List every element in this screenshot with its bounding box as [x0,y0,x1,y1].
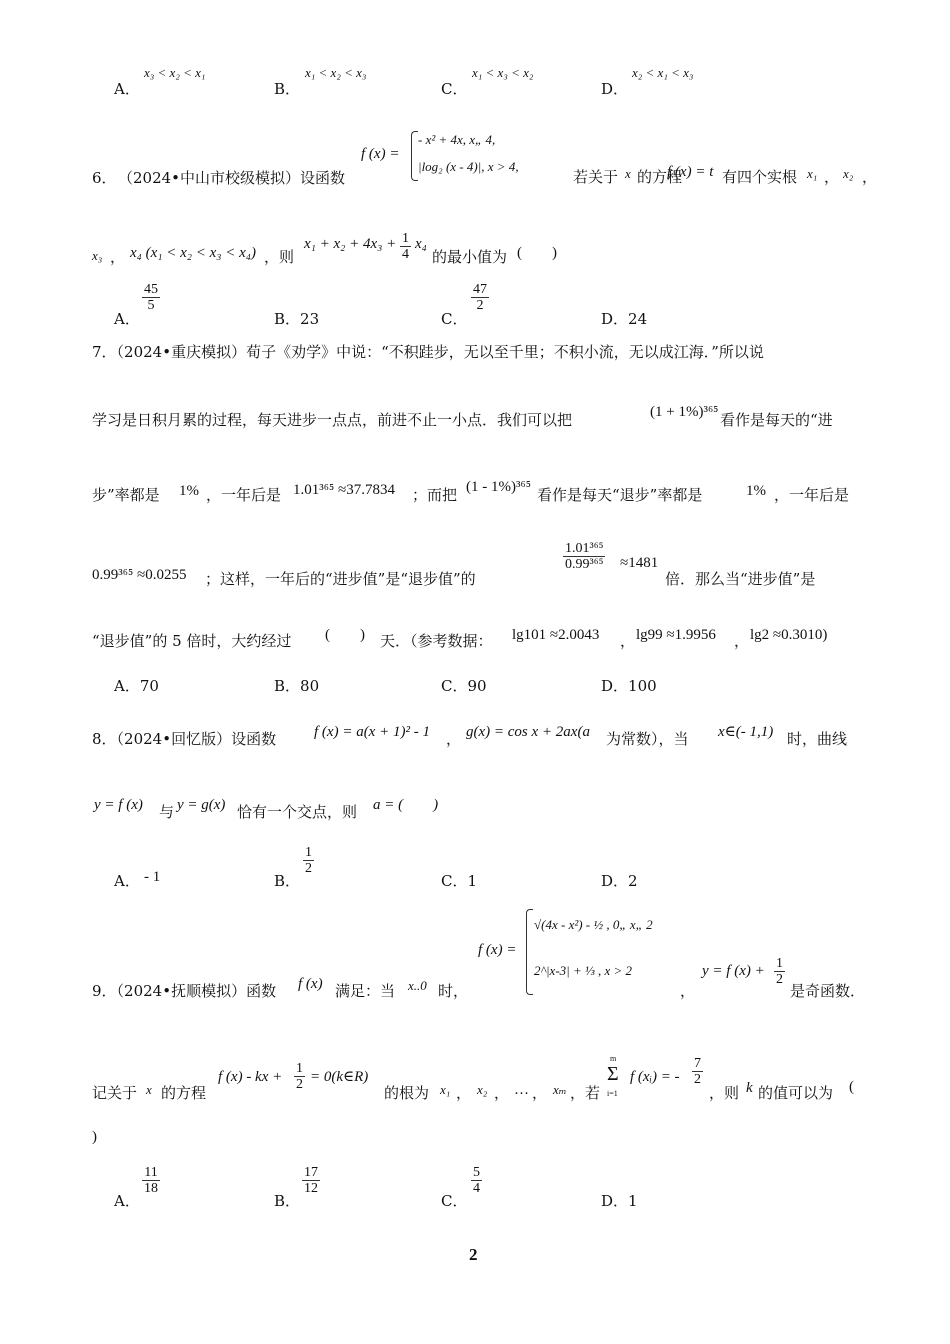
q8-line1c: 时，曲线 [787,730,848,748]
q8-a-eq: a = ( ) [373,797,439,813]
q7-line2a: 学习是日积月累的过程，每天进步一点点，前进不止一小点．我们可以把 [92,411,573,429]
q6-eq: f (x) = t [667,164,714,180]
q9-line2d: ，若 [570,1084,601,1102]
q7-option-c: C．90 [441,677,487,695]
q7-line4b: 倍．那么当“进步值”是 [665,570,816,588]
q6-x1: x₁ [807,166,818,181]
q9-brace [526,909,533,995]
q5-option-b-math: x₁ < x₂ < x₃ [305,65,367,80]
q8-domain: x∈(- 1,1) [718,724,774,740]
q9-half-frac: $\frac{1}{2}$ [776,956,783,988]
q7-line5m2: lg99 ≈1.9956 [636,627,716,643]
q6-option-d: D．24 [601,310,648,328]
q7-line3m2: 1.01³⁶⁵ ≈37.7834 [293,482,395,498]
q7-line3m3: (1 - 1%)³⁶⁵ [466,479,531,495]
q7-option-d: D．100 [601,677,657,695]
q9-dots: … [514,1082,529,1098]
q6-option-c-label: C． [441,310,468,328]
q7-line5a: “退步值”的 5 倍时，大约经过 [92,632,292,650]
q9-option-c-label: C． [441,1192,468,1210]
q8-option-b-frac: $\frac{1}{2}$ [305,845,312,877]
q9-line2m3: f (xᵢ) = - [630,1069,680,1085]
q6-option-b: B．23 [274,310,320,328]
q7-line3d: 看作是每天“退步”率都是 [537,486,703,504]
q8-line1a: 8．（2024•回忆版）设函数 [92,730,277,748]
q9-sum-top: m [610,1054,617,1063]
q6-paren: ( ) [517,245,557,261]
q7-option-a: A．70 [114,677,159,695]
q7-option-b: B．80 [274,677,320,695]
q6-x4: x₄ [415,236,427,252]
q9-fx: f (x) = [478,942,517,958]
q6-cond: x₄ (x₁ < x₂ < x₃ < x₄) [130,245,256,261]
q6-source: （2024•中山市校级模拟）设函数 [118,169,346,187]
q7-line1: 7．（2024•重庆模拟）荀子《劝学》中说：“不积跬步，无以至千里；不积小流，无以成江海．”所以说 [92,343,764,361]
q8-gx: g(x) = cos x + 2ax(a [466,724,590,740]
q8-fx: f (x) = a(x + 1)² - 1 [314,724,430,740]
q8-option-a-label: A． [114,872,140,890]
q7-line5p: ( ) [325,627,365,643]
q9-x1: x₁ [440,1082,451,1097]
q6-number: 6． [92,169,117,187]
q9-option-a-frac: $\frac{11}{18}$ [144,1165,158,1197]
q8-option-d: D．2 [601,872,638,890]
q9-line1c: 时， [438,982,469,1000]
q9-line2k: k [746,1080,753,1096]
q9-paren-open: ( [849,1079,854,1095]
page-number: 2 [469,1245,478,1264]
q8-y-g: y = g(x) [177,797,226,813]
q6-option-c-frac: $\frac{47}{2}$ [473,282,487,314]
q9-case2: 2^|x-3| + ⅓ , x > 2 [534,963,633,978]
q7-line4m2: ≈1481 [620,555,659,571]
q6-text1: 若关于 [573,168,619,186]
q9-line1a: 9．（2024•抚顺模拟）函数 [92,982,277,1000]
q8-line2a: 与 [159,803,175,821]
q9-line1m1: f (x) [298,976,323,992]
q5-option-c-label: C． [441,80,468,98]
q9-case1: √(4x - x²) - ½ , 0„ x„ 2 [534,917,653,932]
q6-expr-fraction: $\frac{1}{4}$ [402,231,409,263]
q7-line5m3: lg2 ≈0.3010) [750,627,828,643]
q7-line3a: 步”率都是 [92,486,160,504]
q6-option-a-label: A． [114,310,140,328]
q6-option-a-frac: $\frac{45}{5}$ [144,282,158,314]
q9-x2: x₂ [477,1082,488,1097]
q5-option-d-label: D． [601,80,629,98]
q6-x2: x₂ [843,166,854,181]
q9-option-a-label: A． [114,1192,140,1210]
q8-option-a: - 1 [144,869,161,885]
q7-line3b: ，一年后是 [206,486,282,504]
q7-line5m1: lg101 ≈2.0043 [512,627,600,643]
q6-text2: 的方程 [637,168,683,186]
sigma-icon: Σ [607,1063,619,1085]
q6-expr: x₁ + x₂ + 4x₃ + [304,236,397,252]
q6-var-x: x [625,166,631,181]
q6-then: ，则 [264,248,295,266]
q9-option-d: D．1 [601,1192,638,1210]
q6-x3: x₃ [92,248,103,263]
q9-line2x: x [146,1082,152,1097]
q8-line2b: 恰有一个交点，则 [237,803,358,821]
q7-line3m4: 1% [746,483,766,499]
q9-line1e: 是奇函数． [790,982,866,1000]
q9-line1b: 满足：当 [335,982,396,1000]
q9-line2m2: = 0(k∈R) [310,1069,369,1085]
q7-line2m: (1 + 1%)³⁶⁵ [650,404,719,420]
q5-option-c-math: x₁ < x₃ < x₂ [472,65,534,80]
q6-case1: - x² + 4x, x„ 4, [418,132,496,147]
q9-eq-frac: $\frac{1}{2}$ [296,1061,303,1093]
q6-fx: f (x) = [361,146,400,162]
q7-line4a: ；这样，一年后的“进步值”是“退步值”的 [205,570,476,588]
q9-option-b-frac: $\frac{17}{12}$ [304,1165,318,1197]
q7-line3m1: 1% [179,483,199,499]
q9-line2c: 的根为 [384,1084,430,1102]
q9-sum-bot: i=1 [607,1089,618,1098]
q9-line2f: 的值可以为 [758,1084,834,1102]
q7-line3c: ；而把 [412,486,458,504]
q6-comma: ， [824,168,840,186]
q9-sum-frac: $\frac{7}{2}$ [694,1056,701,1088]
q5-option-b-label: B． [274,80,301,98]
q7-ratio-frac: $\frac{\text{1.01³⁶⁵}}{\text{0.99³⁶⁵}}$ [565,541,604,573]
q9-line2m1: f (x) - kx + [218,1069,283,1085]
q9-option-c-frac: $\frac{5}{4}$ [473,1165,480,1197]
q9-line1d: ， [680,982,696,1000]
q5-option-d-math: x₂ < x₁ < x₃ [632,65,694,80]
q9-line2e: ，则 [709,1084,740,1102]
q8-line1b: 为常数），当 [606,730,689,748]
q8-option-c: C．1 [441,872,478,890]
q8-y-f: y = f (x) [94,797,143,813]
q5-option-a-math: x₃ < x₂ < x₁ [144,65,206,80]
q7-line3e: ，一年后是 [774,486,850,504]
q7-line4m1: 0.99³⁶⁵ ≈0.0255 [92,567,187,583]
q6-case2: |log₂ (x - 4)|, x > 4, [418,159,519,174]
q6-tail: 的最小值为 [432,248,508,266]
q6-brace [411,131,418,181]
q9-option-b-label: B． [274,1192,301,1210]
q9-xm: xₘ [553,1082,567,1097]
q7-line2b: 看作是每天的“进 [720,411,833,429]
q9-line1m3: y = f (x) + [702,963,765,979]
q7-line5b: 天．（参考数据： [380,632,493,650]
q5-option-a-label: A． [114,80,140,98]
q9-line1m2: x..0 [408,978,427,993]
q8-option-b-label: B． [274,872,301,890]
q6-text3: 有四个实根 [722,168,798,186]
q9-line2a: 记关于 [92,1084,138,1102]
q9-paren-close: ) [92,1129,97,1145]
q9-line2b: 的方程 [161,1084,207,1102]
